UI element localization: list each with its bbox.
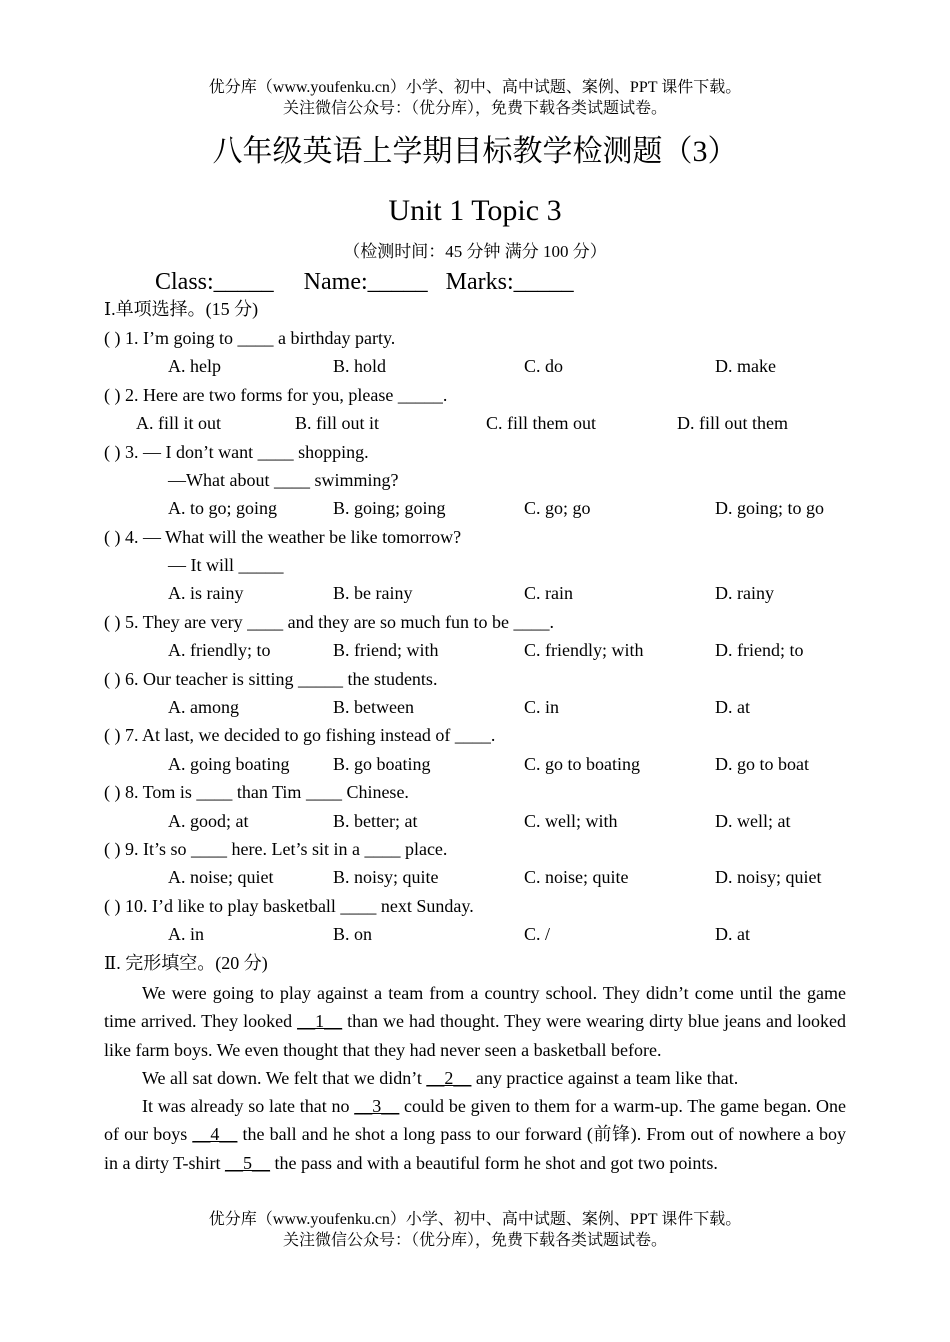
q2-option-d: D. fill out them	[677, 413, 788, 433]
question-7-stem: ( ) 7. At last, we decided to go fishing instead of ____.	[104, 725, 496, 745]
student-info-line: Class:_____ Name:_____ Marks:_____	[155, 269, 574, 295]
cloze-paragraph-1: We were going to play against a team from a country school. They didn’t come until the game time arrived. They looked __1__ than we had thought. They were wearing dirty blue jeans and looked like farm boys. We even thought that they had never seen a basketball before.	[104, 983, 846, 1060]
q5-option-c: C. friendly; with	[524, 640, 644, 660]
question-10-stem: ( ) 10. I’d like to play basketball ____ next Sunday.	[104, 896, 474, 916]
q9-option-d: D. noisy; quiet	[715, 867, 822, 887]
question-6-stem: ( ) 6. Our teacher is sitting _____ the students.	[104, 669, 438, 689]
question-1-stem: ( ) 1. I’m going to ____ a birthday party.	[104, 328, 396, 348]
blank-1: __1__	[297, 1011, 343, 1032]
question-5-stem: ( ) 5. They are very ____ and they are so much fun to be ____.	[104, 612, 555, 632]
blank-4: __4__	[192, 1124, 238, 1145]
q9-option-b: B. noisy; quite	[333, 867, 439, 887]
q2-option-b: B. fill out it	[295, 413, 380, 433]
q4-option-d: D. rainy	[715, 583, 774, 603]
q10-option-d: D. at	[715, 924, 750, 944]
q10-option-c: C. /	[524, 924, 551, 944]
question-2-stem: ( ) 2. Here are two forms for you, please _____.	[104, 385, 448, 405]
q8-option-b: B. better; at	[333, 811, 418, 831]
q3-option-c: C. go; go	[524, 498, 591, 518]
cloze-paragraph-2: We all sat down. We felt that we didn’t __2__ any practice against a team like that.	[142, 1068, 739, 1088]
q9-option-a: A. noise; quiet	[168, 867, 274, 887]
exam-time-line: （检测时间：45 分钟 满分 100 分）	[343, 242, 607, 261]
q4-option-a: A. is rainy	[168, 583, 244, 603]
q6-option-a: A. among	[168, 697, 239, 717]
q7-option-d: D. go to boat	[715, 754, 809, 774]
q1-option-b: B. hold	[333, 356, 387, 376]
q2-option-a: A. fill it out	[136, 413, 221, 433]
q10-option-a: A. in	[168, 924, 204, 944]
q8-option-c: C. well; with	[524, 811, 618, 831]
page-subtitle: Unit 1 Topic 3	[388, 194, 562, 227]
blank-3: __3__	[354, 1096, 400, 1116]
footer-line-1: 优分库（www.youfenku.cn）小学、初中、高中试题、案例、PPT 课件下载。	[208, 1211, 742, 1228]
question-4-stem: ( ) 4. — What will the weather be like tomorrow?	[104, 527, 462, 547]
q1-option-c: C. do	[524, 356, 564, 376]
question-3-stem: ( ) 3. — I don’t want ____ shopping.	[104, 442, 369, 462]
q3-option-d: D. going; to go	[715, 498, 825, 518]
q10-option-b: B. on	[333, 924, 373, 944]
q7-option-c: C. go to boating	[524, 754, 640, 774]
section-1-heading: Ⅰ.单项选择。(15 分)	[104, 299, 259, 319]
header-line-1: 优分库（www.youfenku.cn）小学、初中、高中试题、案例、PPT 课件下载。	[208, 79, 742, 96]
header-line-2: 关注微信公众号：（优分库），免费下载各类试题试卷。	[282, 100, 667, 117]
question-4-stem-2: — It will _____	[168, 555, 284, 575]
footer-line-2: 关注微信公众号：（优分库），免费下载各类试题试卷。	[282, 1232, 667, 1249]
q9-option-c: C. noise; quite	[524, 867, 629, 887]
page-title: 八年级英语上学期目标教学检测题（3）	[212, 135, 738, 168]
q5-option-a: A. friendly; to	[168, 640, 271, 660]
q3-option-b: B. going; going	[333, 498, 446, 518]
section-2-heading: Ⅱ. 完形填空。(20 分)	[104, 953, 268, 973]
question-9-stem: ( ) 9. It’s so ____ here. Let’s sit in a ____ place.	[104, 839, 448, 859]
q4-option-b: B. be rainy	[333, 583, 413, 603]
q7-option-b: B. go boating	[333, 754, 431, 774]
q1-option-a: A. help	[168, 356, 221, 376]
q6-option-d: D. at	[715, 697, 750, 717]
question-3-stem-2: —What about ____ swimming?	[168, 470, 399, 490]
q8-option-a: A. good; at	[168, 811, 249, 831]
q8-option-d: D. well; at	[715, 811, 791, 831]
blank-5: __5__	[225, 1152, 270, 1173]
q1-option-d: D. make	[715, 356, 776, 376]
blank-2: __2__	[426, 1068, 472, 1088]
question-8-stem: ( ) 8. Tom is ____ than Tim ____ Chinese.	[104, 782, 409, 802]
cloze-paragraph-3: It was already so late that no __3__ could be given to them for a warm-up. The game began. One of our boys __4__ the ball and he shot a long pass to our forward (前锋). From out of nowhere a boy in a dirty T-shirt __5__ the pass and with a beautiful form he shot and got two points.	[104, 1096, 846, 1173]
q7-option-a: A. going boating	[168, 754, 290, 774]
q5-option-b: B. friend; with	[333, 640, 439, 660]
q5-option-d: D. friend; to	[715, 640, 804, 660]
q3-option-a: A. to go; going	[168, 498, 278, 518]
q2-option-c: C. fill them out	[486, 413, 596, 433]
q6-option-c: C. in	[524, 697, 560, 717]
q4-option-c: C. rain	[524, 583, 573, 603]
q6-option-b: B. between	[333, 697, 414, 717]
